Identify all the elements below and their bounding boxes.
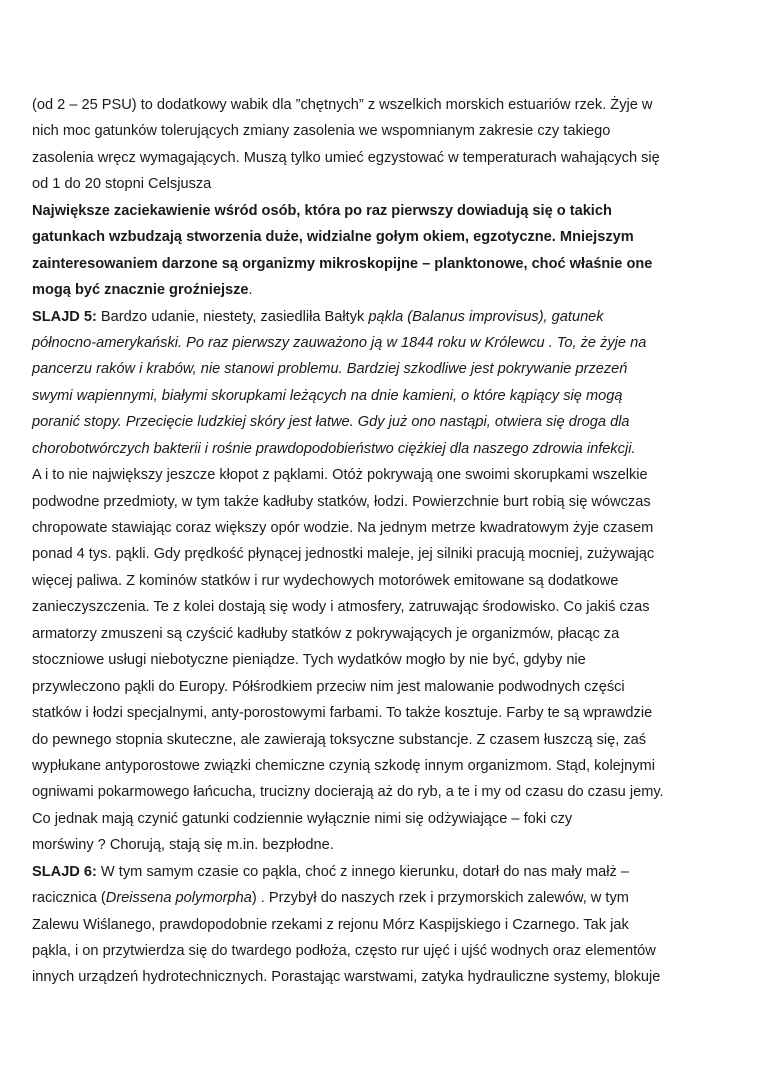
text-line: do pewnego stopnia skuteczne, ale zawierają toksyczne substancje. Z czasem łuszczą się, zaś xyxy=(32,731,647,748)
italic-text-line: swymi wapiennymi, białymi skorupkami leżących na dnie kamieni, o które kąpiący się mogą xyxy=(32,387,623,404)
text: . xyxy=(248,282,253,299)
text-line: nich moc gatunków tolerujących zmiany zasolenia we wspomnianym zakresie czy takiego xyxy=(32,123,611,140)
slajd-6-line xyxy=(32,859,732,885)
text-line: zasolenia wręcz wymagających. Muszą tylko umieć egzystować w temperaturach wahających się xyxy=(32,149,660,166)
italic-text: pąkla (Balanus improvisus), gatunek xyxy=(368,308,604,325)
slajd-5-line xyxy=(32,304,732,330)
text-line: innych urządzeń hydrotechnicznych. Porastając warstwami, zatyka hydrauliczne systemy, blokuje xyxy=(32,969,661,986)
text-line: stoczniowe usługi niebotyczne pieniądze. Tych wydatków mogło by nie być, gdyby nie xyxy=(32,652,586,669)
text-line: chropowate stawiając coraz większy opór wodzie. Na jednym metrze kwadratowym żyje czasem xyxy=(32,520,654,536)
text-line: statków i łodzi specjalnymi, anty-porostowymi farbami. To także kosztuje. Farby te są wprawdzie xyxy=(32,705,653,722)
bold-text-line: Największe zaciekawienie wśród osób, która po raz pierwszy dowiadują się o takich xyxy=(32,202,612,219)
text-line: ogniwami pokarmowego łańcucha, trucizny docierają aż do ryb, a te i my od czasu do czasu jemy. xyxy=(32,784,664,801)
text-line: armatorzy zmuszeni są czyścić kadłuby statków z pokrywających je organizmów, płacąc za xyxy=(32,625,620,642)
text: racicznica ( xyxy=(32,890,106,907)
text-line: (od 2 – 25 PSU) to dodatkowy wabik dla ”chętnych” z wszelkich morskich estuariów rzek. Żyje w xyxy=(32,97,653,113)
italic-text-line: pancerzu raków i krabów, nie stanowi problemu. Bardziej szkodliwe jest pokrywanie przezeń xyxy=(32,361,628,378)
document-page xyxy=(32,92,732,991)
text-line: pąkla, i on przytwierdza się do twardego podłoża, często rur ujęć i ujść wodnych oraz elementów xyxy=(32,943,656,959)
bold-text-line: zainteresowaniem darzone są organizmy mikroskopijne – planktonowe, choć właśnie one xyxy=(32,255,653,272)
italic-text-line: chorobotwórczych bakterii i rośnie prawdopodobieństwo ciężkiej dla naszego zdrowia infekcji. xyxy=(32,440,636,457)
bold-text: mogą być znacznie groźniejsze xyxy=(32,282,249,299)
italic-text-line: północno-amerykański. Po raz pierwszy zauważono ją w 1844 roku w Królewcu . To, że żyje na xyxy=(32,334,647,351)
text-line: zanieczyszczenia. Te z kolei dostają się wody i atmosfery, zatruwając środowisko. Co jakiś czas xyxy=(32,599,650,616)
text-line: ponad 4 tys. pąkli. Gdy prędkość płynącej jednostki maleje, jej silniki pracują mocniej, zużywając xyxy=(32,546,655,563)
italic-text-line: poranić stopy. Przecięcie ludzkiej skóry jest łatwe. Gdy już ono nastąpi, otwiera się droga dla xyxy=(32,414,630,431)
italic-text: Dreissena polymorpha xyxy=(105,890,252,907)
text-line: morświny ? Chorują, stają się m.in. bezpłodne. xyxy=(32,837,334,854)
text: Bardzo udanie, niestety, zasiedliła Bałtyk xyxy=(96,308,369,325)
text-line: A i to nie największy jeszcze kłopot z pąklami. Otóż pokrywają one swoimi skorupkami wszelkie xyxy=(32,467,648,484)
slajd-6-label: SLAJD 6: xyxy=(32,863,97,880)
text-line: od 1 do 20 stopni Celsjusza xyxy=(32,176,212,193)
text-line: wypłukane antyporostowe związki chemiczne czynią szkodę innym organizmom. Stąd, kolejnymi xyxy=(32,757,655,774)
bold-text-line: gatunkach wzbudzają stworzenia duże, widzialne gołym okiem, egzotyczne. Mniejszym xyxy=(32,229,634,246)
text-line xyxy=(32,277,732,303)
text-line: Co jednak mają czynić gatunki codziennie wyłącznie nimi się odżywiające – foki czy xyxy=(32,810,573,827)
text-line: podwodne przedmioty, w tym także kadłuby statków, łodzi. Powierzchnie burt robią się wówczas xyxy=(32,493,651,510)
text: ) . Przybył do naszych rzek i przymorskich zalewów, w tym xyxy=(251,890,629,907)
slajd-5-label: SLAJD 5: xyxy=(32,308,97,325)
text-line: przywleczono pąkli do Europy. Półśrodkiem przeciw nim jest malowanie podwodnych części xyxy=(32,678,625,695)
text: W tym samym czasie co pąkla, choć z innego kierunku, dotarł do nas mały małż – xyxy=(96,863,629,880)
text-line xyxy=(32,885,732,911)
text-line: więcej paliwa. Z kominów statków i rur wydechowych motorówek emitowane są dodatkowe xyxy=(32,572,619,589)
text-line: Zalewu Wiślanego, prawdopodobnie rzekami z rejonu Mórz Kaspijskiego i Czarnego. Tak jak xyxy=(32,916,629,933)
